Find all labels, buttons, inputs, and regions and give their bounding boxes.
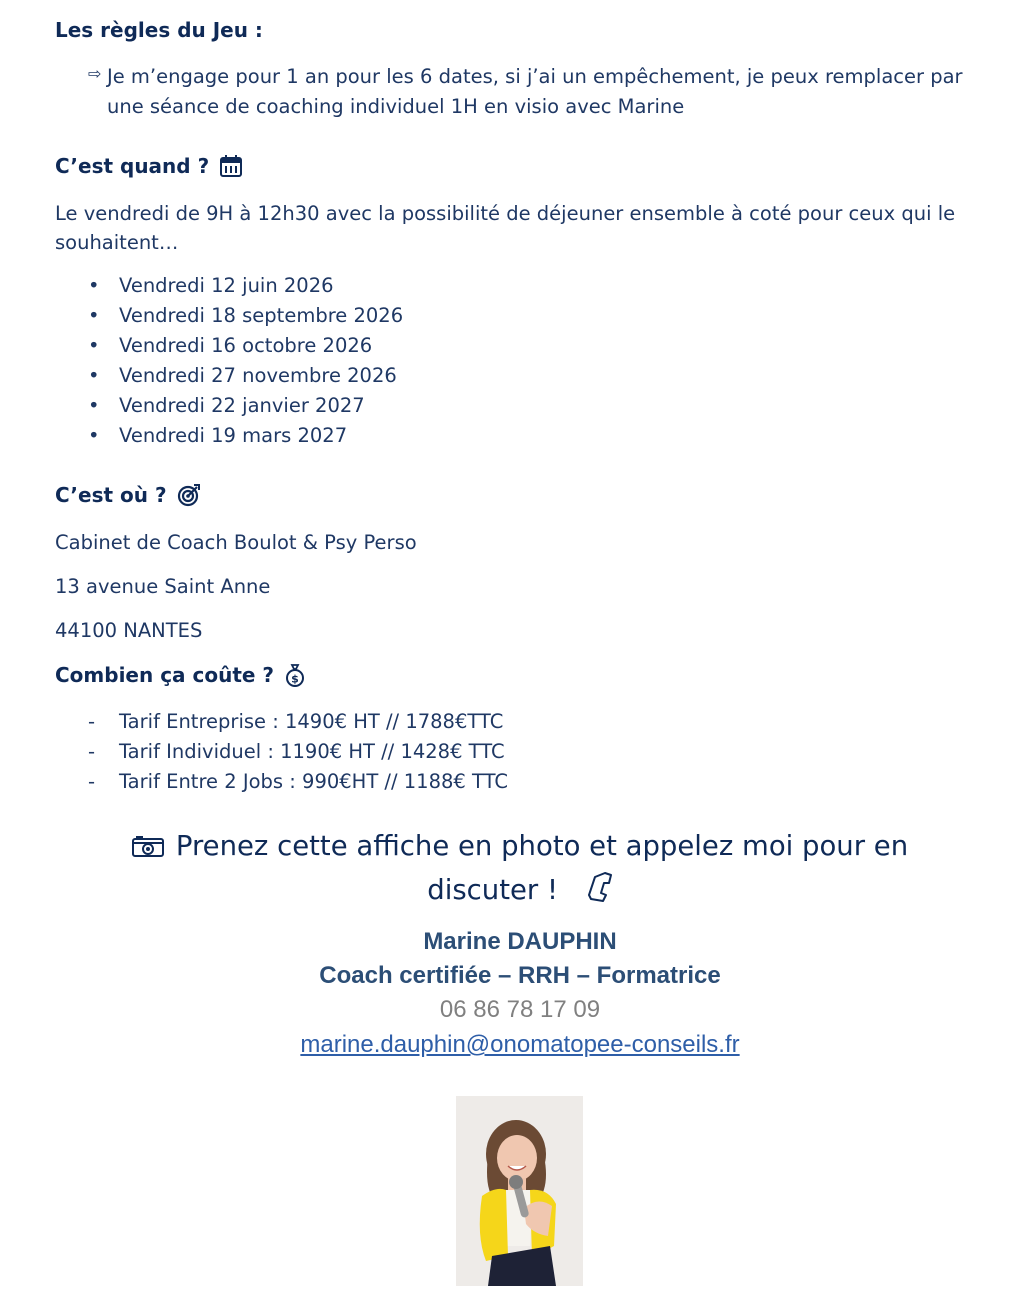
signature-title: Coach certifiée – RRH – Formatrice (319, 962, 721, 989)
signature-email-wrap (0, 1031, 1034, 1059)
portrait-illustration (456, 1096, 583, 1286)
bullet: • (88, 364, 100, 387)
dates-list (88, 271, 403, 451)
price-heading: Combien ça coûte ? $ (55, 663, 306, 687)
rules-item (88, 62, 988, 122)
where-place: Cabinet de Coach Boulot & Psy Perso (55, 531, 417, 554)
camera-icon (132, 835, 164, 857)
signature-name: Marine DAUPHIN (423, 928, 617, 955)
call-to-action (100, 824, 940, 912)
email-link[interactable]: marine.dauphin@onomatopee-conseils.fr (300, 1031, 740, 1058)
bullet: • (88, 424, 100, 447)
list-item: • Vendredi 27 novembre 2026 (88, 361, 403, 391)
svg-text:$: $ (291, 672, 299, 686)
target-icon (177, 483, 201, 507)
money-bag-icon (284, 663, 306, 687)
bullet: • (88, 334, 100, 357)
cta-line-2: discuter ! (100, 868, 940, 912)
arrow-marker: ⇨ (88, 64, 102, 83)
when-heading: C’est quand ? (55, 154, 243, 178)
list-item: • Vendredi 19 mars 2027 (88, 421, 403, 451)
bullet: • (88, 274, 100, 297)
when-intro: Le vendredi de 9H à 12h30 avec la possibilité de déjeuner ensemble à coté pour ceux qui le souhaitent… (55, 202, 956, 254)
portrait-photo (456, 1096, 583, 1286)
calendar-icon (219, 154, 243, 178)
list-item: • Vendredi 18 septembre 2026 (88, 301, 403, 331)
where-city: 44100 NANTES (55, 619, 203, 642)
list-item: - Tarif Entre 2 Jobs : 990€HT // 1188€ TTC (88, 770, 508, 793)
list-item: - Tarif Entreprise : 1490€ HT // 1788€TTC (88, 710, 504, 733)
list-item: • Vendredi 16 octobre 2026 (88, 331, 403, 361)
phone-handset-icon (585, 871, 613, 903)
cta-line-1: Prenez cette affiche en photo et appelez moi pour en (100, 824, 940, 868)
list-item: • Vendredi 22 janvier 2027 (88, 391, 403, 421)
where-street: 13 avenue Saint Anne (55, 575, 271, 598)
price-list (88, 707, 508, 797)
where-heading: C’est où ? (55, 483, 201, 507)
rules-item-text: Je m’engage pour 1 an pour les 6 dates, si j’ai un empêchement, je peux remplacer par une séance de coaching individuel 1H en visio avec Marine (106, 65, 963, 118)
rules-heading: Les règles du Jeu : (55, 18, 263, 42)
bullet: • (88, 304, 100, 327)
list-item: - Tarif Individuel : 1190€ HT // 1428€ TTC (88, 740, 505, 763)
bullet: • (88, 394, 100, 417)
list-item: • Vendredi 12 juin 2026 (88, 271, 403, 301)
signature-phone: 06 86 78 17 09 (439, 996, 601, 1023)
